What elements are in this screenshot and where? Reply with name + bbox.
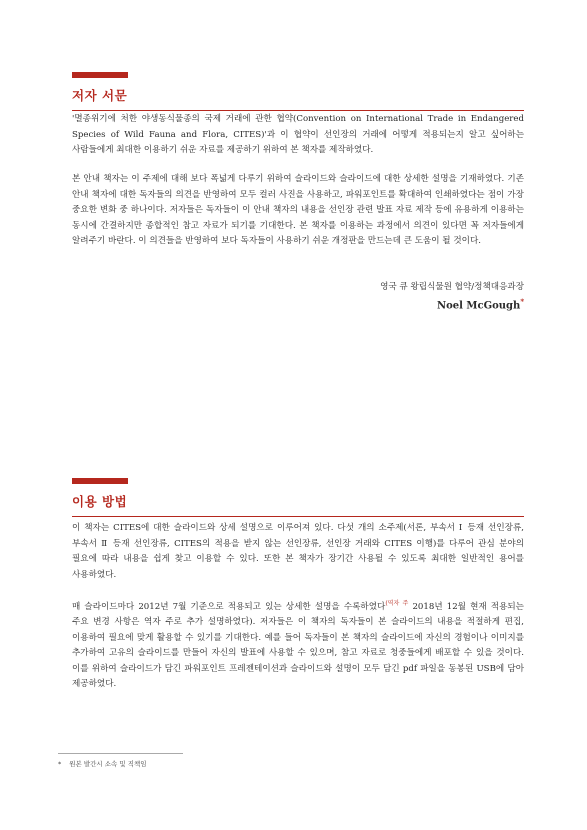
usage-paragraph-2	[72, 596, 524, 693]
preface-paragraph-1: '멸종위기에 처한 야생동식물종의 국제 거래에 관한 협약(Convention on International Trade in Endangered Species of Wild Fauna and Flora, CITES)'과 이 협약이 선인장의 거래에 어떻게 적용되는지 알고 싶어하는 사람들에게 최대한 이용하기 쉬운 자료를 제공하기 위하여 본 책자를 제작하였다.	[72, 114, 524, 155]
usage-body	[72, 521, 524, 583]
usage-paragraph-1: 이 책자는 CITES에 대한 슬라이드와 상세 설명으로 이루어져 있다. 다섯 개의 소주제(서론, 부속서 Ⅰ 등재 선인장류, 부속서 Ⅱ 등재 선인장류, CITES의 적용을 받지 않는 선인장류, 선인장 거래와 CITES 이행)를 다루어 관심 분야의 필요에 따라 내용을 쉽게 찾고 이용할 수 있다. 또한 본 책자가 장기간 사용될 수 있도록 최대한 일반적인 용어를 사용하였다.	[72, 523, 524, 580]
usage-paragraph-2-rest: 2018년 12월 현재 적용되는 주요 변경 사항은 역자 주로 추가 설명하였다). 저자들은 이 책자의 독자들이 본 슬라이드의 내용을 적절하게 편집, 이용하여 필요에 맞게 활용할 수 있기를 기대한다. 예를 들어 독자들이 본 책자의 슬라이드에 자신의 경험이나 이미지를 추가하여 고유의 슬라이드를 만들어 자신의 발표에 사용할 수 있으며, 참고 자료로 청중들에게 배포할 수 있을 것이다. 이를 위하여 슬라이드가 담긴 파워포인트 프레젠테이션과 슬라이드와 설명이 모두 담긴 pdf 파일을 동봉된 USB에 담아 제공하였다.	[72, 601, 524, 690]
signature-block	[380, 280, 524, 311]
footnote-divider	[58, 753, 183, 754]
author-name: Noel McGough	[436, 300, 521, 312]
author-affiliation: 영국 큐 왕립식물원 협약/정책대응과장	[380, 282, 524, 292]
section-accent-bar	[72, 478, 128, 484]
section-divider	[72, 516, 524, 517]
footnote-mark: *	[58, 760, 62, 768]
footnote-text: 원본 발간시 소속 및 직책임	[69, 760, 147, 768]
usage-body-2	[72, 596, 524, 693]
author-name-line	[380, 297, 524, 311]
translator-note-mark: (역자 주	[385, 600, 409, 607]
section-divider	[72, 110, 524, 111]
usage-section	[72, 478, 524, 517]
preface-heading: 저자 서문	[72, 88, 128, 103]
preface-body	[72, 112, 524, 159]
author-footnote-mark: *	[520, 297, 524, 306]
preface-body-2	[72, 172, 524, 250]
usage-paragraph-2-start: 매 슬라이드마다 2012년 7월 기준으로 적용되고 있는 상세한 설명을 수록하였다	[72, 601, 386, 612]
preface-section	[72, 72, 524, 111]
preface-paragraph-2: 본 안내 책자는 이 주제에 대해 보다 폭넓게 다루기 위하여 슬라이드와 슬라이드에 대한 상세한 설명을 기재하였다. 기존 안내 책자에 대한 독자들의 의견을 반영하여 모두 컬러 사진을 사용하고, 파워포인트를 확대하여 인쇄하였다는 점이 가장 중요한 변화 중 하나이다. 저자들은 독자들이 이 안내 책자의 내용을 선인장 관련 발표 자료 제작 등에 유용하게 이용하는 동시에 간결하지만 종합적인 참고 자료가 되기를 기대한다. 본 책자를 이용하는 과정에서 의견이 있다면 꼭 저자들에게 알려주기 바란다. 이 의견들을 반영하여 보다 독자들이 사용하기 쉬운 개정판을 만드는데 큰 도움이 될 것이다.	[72, 174, 524, 246]
footnote	[58, 759, 147, 768]
section-accent-bar	[72, 72, 128, 78]
usage-heading: 이용 방법	[72, 494, 128, 509]
